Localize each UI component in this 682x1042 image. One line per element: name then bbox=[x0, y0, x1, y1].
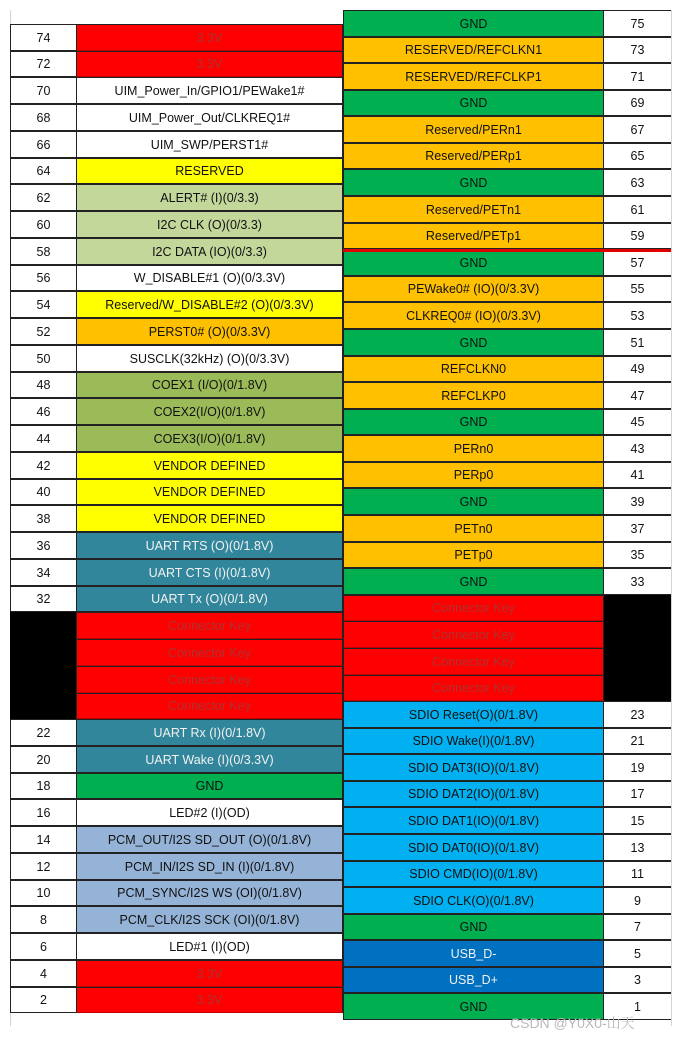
left-pin-number: 62 bbox=[10, 184, 76, 211]
right-pin-number: 37 bbox=[604, 515, 671, 542]
left-pin-number: 70 bbox=[10, 77, 76, 104]
right-pin-number: 75 bbox=[604, 10, 671, 37]
right-pin-number: 53 bbox=[604, 302, 671, 329]
right-pin-number: 55 bbox=[604, 276, 671, 302]
left-pin-number: 4 bbox=[10, 960, 76, 987]
left-pin-signal: VENDOR DEFINED bbox=[76, 452, 343, 479]
right-pin-signal: PERn0 bbox=[343, 435, 604, 462]
right-pin-number: 67 bbox=[604, 116, 671, 143]
right-pin-number: 35 bbox=[604, 542, 671, 568]
left-pin-signal: UIM_Power_In/GPIO1/PEWake1# bbox=[76, 77, 343, 104]
right-pin-number bbox=[604, 675, 671, 701]
left-pin-number: 14 bbox=[10, 826, 76, 853]
right-pin-number: 21 bbox=[604, 728, 671, 754]
left-pin-number: 42 bbox=[10, 452, 76, 479]
left-pin-number: 60 bbox=[10, 211, 76, 238]
left-pin-signal: PCM_OUT/I2S SD_OUT (O)(0/1.8V) bbox=[76, 826, 343, 853]
left-pin-signal: UIM_SWP/PERST1# bbox=[76, 131, 343, 158]
right-pin-number: 45 bbox=[604, 409, 671, 435]
left-pin-number: 8 bbox=[10, 906, 76, 933]
right-pin-signal: REFCLKN0 bbox=[343, 356, 604, 382]
left-pin-signal: 3.3V bbox=[76, 987, 343, 1013]
right-pin-number: 1 bbox=[604, 993, 671, 1020]
left-pin-signal: UART RTS (O)(0/1.8V) bbox=[76, 532, 343, 559]
right-pin-signal: SDIO DAT1(IO)(0/1.8V) bbox=[343, 807, 604, 834]
left-pin-number: 38 bbox=[10, 505, 76, 532]
left-pin-signal: Reserved/W_DISABLE#2 (O)(0/3.3V) bbox=[76, 291, 343, 318]
left-pin-number bbox=[10, 693, 76, 719]
left-pin-signal: UART Wake (I)(0/3.3V) bbox=[76, 746, 343, 773]
left-pin-number: 20 bbox=[10, 746, 76, 773]
left-pin-signal: PERST0# (O)(0/3.3V) bbox=[76, 318, 343, 345]
left-pin-signal: LED#2 (I)(OD) bbox=[76, 799, 343, 826]
left-pin-number: 16 bbox=[10, 799, 76, 826]
left-pin-signal: RESERVED bbox=[76, 158, 343, 184]
left-pin-signal: 3.3V bbox=[76, 24, 343, 51]
right-pin-signal: CLKREQ0# (IO)(0/3.3V) bbox=[343, 302, 604, 329]
right-pin-signal: SDIO CMD(IO)(0/1.8V) bbox=[343, 861, 604, 887]
right-pin-signal: GND bbox=[343, 409, 604, 435]
left-pin-signal: GND bbox=[76, 773, 343, 799]
left-pin-number: 50 bbox=[10, 345, 76, 372]
right-pin-number: 57 bbox=[604, 249, 671, 276]
left-pin-signal: Connector Key bbox=[76, 612, 343, 639]
right-pin-signal: GND bbox=[343, 90, 604, 116]
left-pin-number: 40 bbox=[10, 479, 76, 505]
right-pin-signal: PEWake0# (IO)(0/3.3V) bbox=[343, 276, 604, 302]
left-pin-number: 12 bbox=[10, 853, 76, 880]
left-pin-signal: COEX2(I/O)(0/1.8V) bbox=[76, 398, 343, 425]
left-pin-number bbox=[10, 666, 76, 693]
left-pin-number: 18 bbox=[10, 773, 76, 799]
left-pin-signal: UIM_Power_Out/CLKREQ1# bbox=[76, 104, 343, 131]
right-pin-signal: GND bbox=[343, 169, 604, 196]
left-pin-number: 6 bbox=[10, 933, 76, 960]
left-pin-number: 68 bbox=[10, 104, 76, 131]
right-pin-number: 69 bbox=[604, 90, 671, 116]
right-pin-signal: Connector Key bbox=[343, 621, 604, 648]
right-pin-signal: Reserved/PERn1 bbox=[343, 116, 604, 143]
right-pin-signal: Connector Key bbox=[343, 648, 604, 675]
right-pin-signal: PERp0 bbox=[343, 462, 604, 488]
right-pin-number: 19 bbox=[604, 754, 671, 781]
right-pin-number bbox=[604, 648, 671, 675]
left-pin-number bbox=[10, 639, 76, 666]
right-pin-signal: USB_D+ bbox=[343, 967, 604, 993]
left-pin-number: 74 bbox=[10, 24, 76, 51]
right-pin-number: 61 bbox=[604, 196, 671, 223]
left-pin-signal: COEX1 (I/O)(0/1.8V) bbox=[76, 372, 343, 398]
right-pin-number: 5 bbox=[604, 940, 671, 967]
left-pin-signal: UART Rx (I)(0/1.8V) bbox=[76, 719, 343, 746]
left-pin-number: 58 bbox=[10, 238, 76, 265]
left-pin-signal: Connector Key bbox=[76, 639, 343, 666]
right-pin-signal: SDIO Reset(O)(0/1.8V) bbox=[343, 701, 604, 728]
right-pin-number: 23 bbox=[604, 701, 671, 728]
left-pin-number: 34 bbox=[10, 559, 76, 586]
right-pin-signal: GND bbox=[343, 568, 604, 595]
right-pin-signal: GND bbox=[343, 10, 604, 37]
left-pin-signal: SUSCLK(32kHz) (O)(0/3.3V) bbox=[76, 345, 343, 372]
left-pin-signal: COEX3(I/O)(0/1.8V) bbox=[76, 425, 343, 452]
right-pin-signal: Reserved/PERp1 bbox=[343, 143, 604, 169]
left-pin-number: 44 bbox=[10, 425, 76, 452]
right-pin-number: 59 bbox=[604, 223, 671, 249]
left-pin-number: 10 bbox=[10, 880, 76, 906]
left-pin-number: 46 bbox=[10, 398, 76, 425]
right-pin-number: 39 bbox=[604, 488, 671, 515]
left-pin-number: 56 bbox=[10, 265, 76, 291]
right-pin-signal: Reserved/PETp1 bbox=[343, 223, 604, 249]
right-pin-number: 71 bbox=[604, 63, 671, 90]
left-pin-signal: UART CTS (I)(0/1.8V) bbox=[76, 559, 343, 586]
left-pin-signal: VENDOR DEFINED bbox=[76, 479, 343, 505]
right-pin-signal: Connector Key bbox=[343, 675, 604, 701]
right-pin-signal: GND bbox=[343, 993, 604, 1020]
right-pin-number: 73 bbox=[604, 37, 671, 63]
right-pin-signal: GND bbox=[343, 914, 604, 940]
right-pin-number: 63 bbox=[604, 169, 671, 196]
left-pin-signal: VENDOR DEFINED bbox=[76, 505, 343, 532]
left-pin-signal: PCM_CLK/I2S SCK (OI)(0/1.8V) bbox=[76, 906, 343, 933]
right-pin-number: 17 bbox=[604, 781, 671, 807]
right-pin-signal: RESERVED/REFCLKP1 bbox=[343, 63, 604, 90]
right-pin-signal: SDIO DAT2(IO)(0/1.8V) bbox=[343, 781, 604, 807]
right-pin-number: 13 bbox=[604, 834, 671, 861]
right-pin-signal: Connector Key bbox=[343, 595, 604, 621]
right-pin-number: 47 bbox=[604, 382, 671, 409]
left-pin-signal: 3.3V bbox=[76, 960, 343, 987]
red-divider-line bbox=[343, 249, 671, 252]
right-pin-signal: REFCLKP0 bbox=[343, 382, 604, 409]
right-pin-number: 51 bbox=[604, 329, 671, 356]
left-pin-signal: Connector Key bbox=[76, 666, 343, 693]
left-pin-signal: LED#1 (I)(OD) bbox=[76, 933, 343, 960]
left-pin-number: 48 bbox=[10, 372, 76, 398]
left-pin-signal: UART Tx (O)(0/1.8V) bbox=[76, 586, 343, 612]
left-pin-number: 2 bbox=[10, 987, 76, 1013]
left-pin-number: 22 bbox=[10, 719, 76, 746]
left-pin-number bbox=[10, 612, 76, 639]
right-pin-number: 65 bbox=[604, 143, 671, 169]
right-pin-signal: RESERVED/REFCLKN1 bbox=[343, 37, 604, 63]
left-pin-number: 32 bbox=[10, 586, 76, 612]
right-pin-number: 3 bbox=[604, 967, 671, 993]
right-pin-number: 15 bbox=[604, 807, 671, 834]
left-pin-signal: PCM_SYNC/I2S WS (OI)(0/1.8V) bbox=[76, 880, 343, 906]
left-pin-number: 52 bbox=[10, 318, 76, 345]
right-pin-signal: GND bbox=[343, 329, 604, 356]
right-pin-signal: SDIO DAT0(IO)(0/1.8V) bbox=[343, 834, 604, 861]
right-pin-signal: SDIO DAT3(IO)(0/1.8V) bbox=[343, 754, 604, 781]
left-pin-signal: ALERT# (I)(0/3.3) bbox=[76, 184, 343, 211]
right-pin-signal: SDIO Wake(I)(0/1.8V) bbox=[343, 728, 604, 754]
right-pin-signal: SDIO CLK(O)(0/1.8V) bbox=[343, 887, 604, 914]
right-pin-number: 33 bbox=[604, 568, 671, 595]
left-pin-signal: 3.3V bbox=[76, 51, 343, 77]
right-pin-number: 9 bbox=[604, 887, 671, 914]
right-pin-signal: USB_D- bbox=[343, 940, 604, 967]
left-pin-number: 36 bbox=[10, 532, 76, 559]
left-pin-signal: PCM_IN/I2S SD_IN (I)(0/1.8V) bbox=[76, 853, 343, 880]
table-gridline bbox=[671, 10, 672, 1026]
right-pin-number: 41 bbox=[604, 462, 671, 488]
right-pin-number: 43 bbox=[604, 435, 671, 462]
right-pin-signal: PETn0 bbox=[343, 515, 604, 542]
right-pin-signal: Reserved/PETn1 bbox=[343, 196, 604, 223]
right-pin-signal: GND bbox=[343, 488, 604, 515]
left-pin-number: 66 bbox=[10, 131, 76, 158]
left-pin-number: 54 bbox=[10, 291, 76, 318]
left-pin-signal: W_DISABLE#1 (O)(0/3.3V) bbox=[76, 265, 343, 291]
right-pin-number: 11 bbox=[604, 861, 671, 887]
right-pin-signal: GND bbox=[343, 249, 604, 276]
left-pin-signal: I2C CLK (O)(0/3.3) bbox=[76, 211, 343, 238]
right-pin-number: 7 bbox=[604, 914, 671, 940]
right-pin-signal: PETp0 bbox=[343, 542, 604, 568]
right-pin-number: 49 bbox=[604, 356, 671, 382]
left-pin-signal: Connector Key bbox=[76, 693, 343, 719]
left-pin-number: 64 bbox=[10, 158, 76, 184]
left-pin-signal: I2C DATA (IO)(0/3.3) bbox=[76, 238, 343, 265]
left-pin-number: 72 bbox=[10, 51, 76, 77]
right-pin-number bbox=[604, 621, 671, 648]
right-pin-number bbox=[604, 595, 671, 621]
watermark: CSDN @Y0X0-山天 bbox=[510, 1015, 635, 1031]
